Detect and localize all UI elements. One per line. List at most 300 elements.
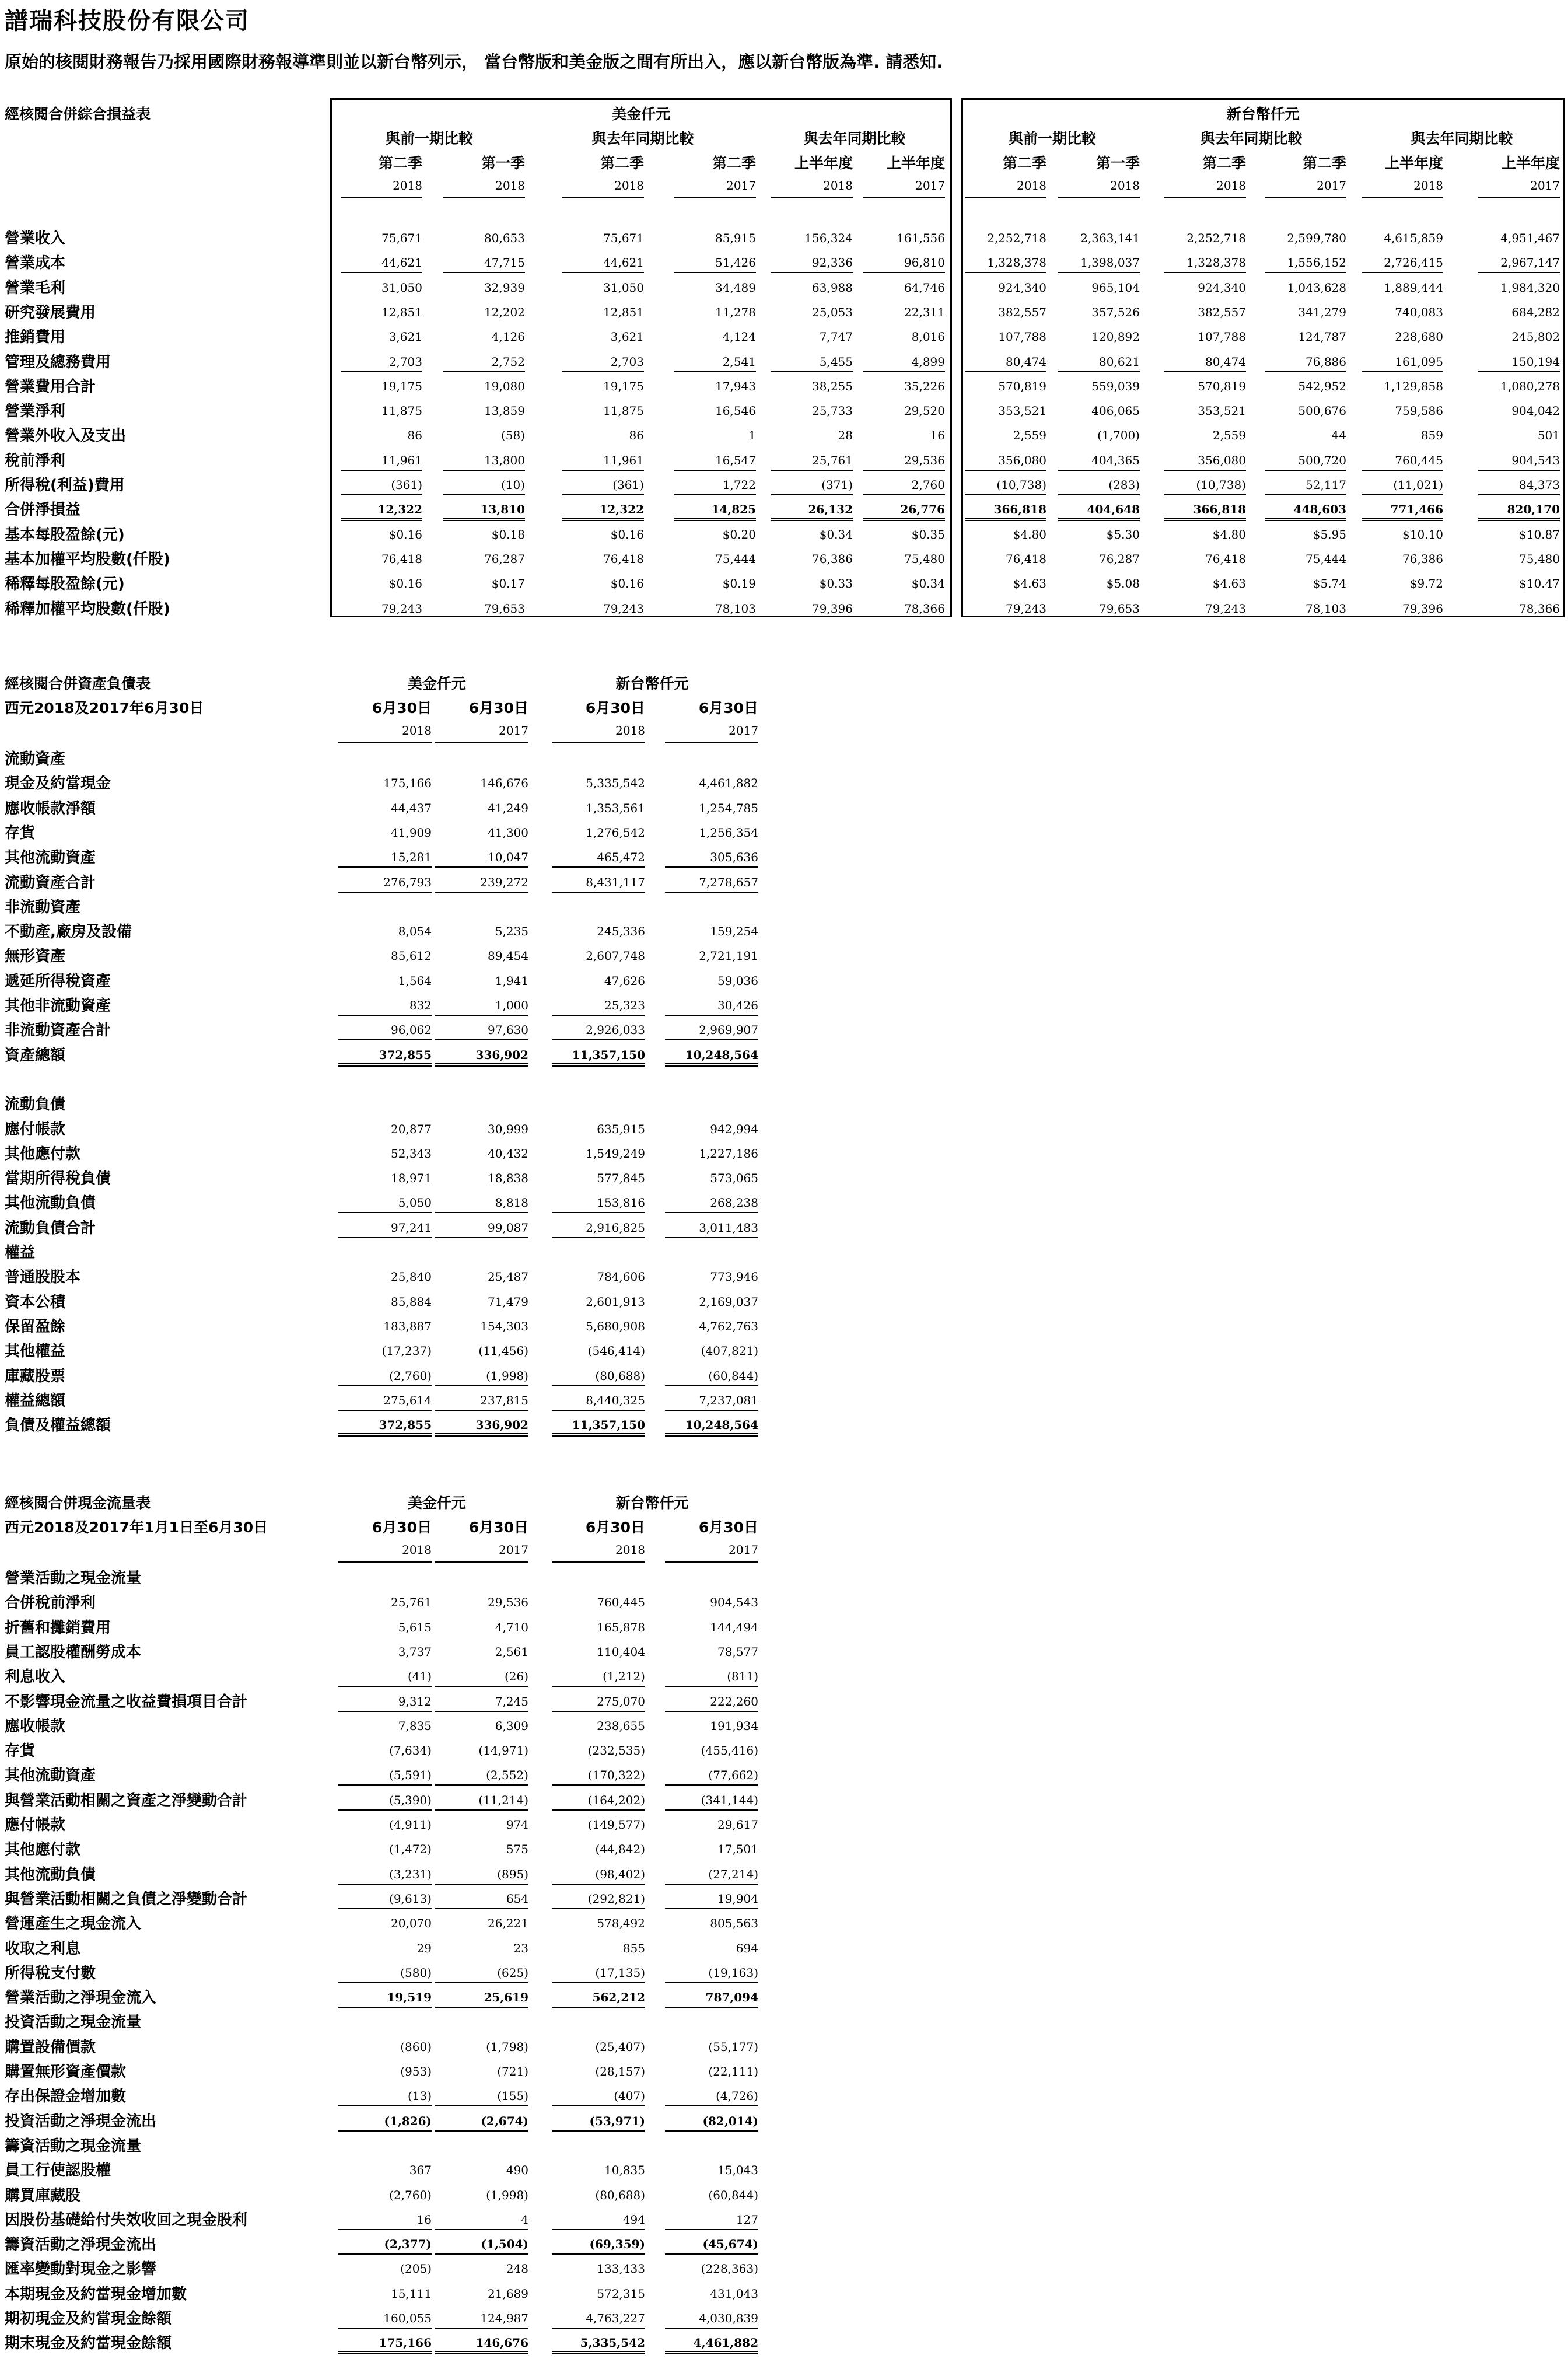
income-usd-cell: (371) (821, 478, 853, 492)
balance-cell: 372,855 (379, 1418, 432, 1432)
income-twd-cell: 2,252,718 (1186, 231, 1246, 245)
balance-cell: 942,994 (710, 1122, 758, 1136)
cashflow-cell: 25,761 (391, 1595, 432, 1609)
balance-cell: 784,606 (597, 1270, 645, 1284)
income-usd-period-header: 第二季 (600, 155, 644, 172)
cashflow-cell: (164,202) (587, 1793, 645, 1807)
income-twd-cell: 76,886 (1306, 355, 1346, 369)
cashflow-section-title: 經核閱合併現金流量表 (5, 1494, 151, 1511)
cashflow-cell: 5,335,542 (580, 2336, 645, 2350)
balance-cell: 773,946 (710, 1270, 758, 1284)
balance-subtotal-rule (552, 1212, 645, 1213)
cashflow-row-label: 與營業活動相關之資產之淨變動合計 (5, 1792, 248, 1809)
balance-underline (552, 742, 645, 743)
balance-cell: 18,838 (488, 1171, 528, 1185)
cashflow-cell: 15,043 (718, 2163, 758, 2177)
cashflow-row-label: 其他流動資產 (5, 1767, 96, 1784)
income-usd-cell: 4,126 (491, 330, 525, 344)
income-usd-cell: 76,418 (603, 552, 644, 566)
income-twd-cell: 366,818 (1193, 502, 1246, 516)
income-row (0, 274, 1568, 298)
balance-row (0, 1362, 817, 1386)
balance-subtotal-rule (552, 1039, 645, 1040)
balance-cell: 30,999 (488, 1122, 528, 1136)
income-twd-cell: 559,039 (1091, 379, 1140, 393)
balance-row-label: 普通股股本 (5, 1269, 81, 1286)
income-twd-cell: 2,726,415 (1384, 256, 1443, 270)
income-twd-cell: $5.08 (1106, 576, 1140, 590)
income-twd-cell: 570,819 (998, 379, 1046, 393)
income-row-label: 合併淨損益 (5, 501, 81, 519)
cashflow-underline (435, 1561, 528, 1563)
income-twd-cell: $10.47 (1519, 576, 1560, 590)
income-usd-cell: 34,489 (715, 281, 756, 295)
income-twd-cell: 406,065 (1091, 404, 1140, 418)
cashflow-row (0, 2304, 817, 2329)
balance-cell: 25,487 (488, 1270, 528, 1284)
income-usd-underline (341, 197, 422, 198)
income-twd-year: 2018 (1110, 179, 1140, 193)
income-usd-period-header: 第二季 (712, 155, 756, 172)
income-twd-cell: $10.10 (1402, 527, 1443, 541)
income-twd-cell: 2,252,718 (987, 231, 1046, 245)
balance-cell: 2,607,748 (586, 949, 645, 963)
balance-row-label: 非流動資產合計 (5, 1022, 111, 1039)
balance-subtotal-rule (435, 866, 528, 868)
cashflow-cell: (27,214) (708, 1867, 758, 1881)
balance-total-rule (338, 1433, 432, 1437)
balance-year: 2017 (729, 724, 758, 738)
balance-row-label: 現金及約當現金 (5, 775, 111, 792)
income-twd-cell: 2,599,780 (1287, 231, 1346, 245)
cashflow-row-label: 存出保證金增加數 (5, 2088, 127, 2105)
cashflow-row (0, 1909, 817, 1934)
income-usd-cell: 28 (838, 428, 853, 442)
income-twd-cell: 78,103 (1306, 602, 1346, 616)
income-twd-cell: 924,340 (998, 281, 1046, 295)
income-twd-cell: 356,080 (1198, 453, 1246, 467)
balance-cell: 159,254 (710, 924, 758, 938)
cashflow-cell: 654 (506, 1892, 528, 1906)
cashflow-subtotal-rule (552, 1784, 645, 1786)
balance-cell: 7,237,081 (699, 1393, 758, 1407)
cashflow-cell: 3,737 (398, 1645, 432, 1659)
balance-cell: (546,414) (587, 1344, 645, 1358)
income-usd-cell: 78,103 (715, 602, 756, 616)
balance-cell: 153,816 (597, 1196, 645, 1210)
income-row-label: 營業費用合計 (5, 378, 96, 396)
income-row-label: 基本每股盈餘(元) (5, 526, 125, 544)
balance-cell: 4,461,882 (699, 776, 758, 790)
income-usd-cell: 3,621 (610, 330, 644, 344)
cashflow-row-label: 應付帳款 (5, 1816, 66, 1834)
income-row-label: 管理及總務費用 (5, 354, 111, 371)
income-twd-underline (1478, 197, 1560, 198)
cashflow-cell: 805,563 (710, 1916, 758, 1930)
balance-cell: 2,916,825 (586, 1221, 645, 1235)
income-row-label: 營業外收入及支出 (5, 427, 127, 445)
cashflow-cell: 904,543 (710, 1595, 758, 1609)
cashflow-cell: 222,260 (710, 1694, 758, 1708)
balance-cell: 2,169,037 (699, 1295, 758, 1309)
cashflow-cell: 175,166 (379, 2336, 432, 2350)
cashflow-cell: (721) (497, 2064, 528, 2078)
income-usd-group-header: 與去年同期比較 (592, 130, 694, 147)
cashflow-cell: (60,844) (708, 2188, 758, 2202)
income-subtotal-rule (341, 272, 422, 273)
income-usd-cell: 12,851 (603, 305, 644, 319)
cashflow-cell: 248 (506, 2262, 528, 2276)
income-row (0, 471, 1568, 495)
balance-cell: 41,249 (488, 801, 528, 815)
cashflow-usd-currency: 美金仟元 (407, 1494, 466, 1511)
cashflow-cell: (28,157) (595, 2064, 645, 2078)
cashflow-row-label: 收取之利息 (5, 1940, 81, 1958)
cashflow-cell: 431,043 (710, 2287, 758, 2301)
cashflow-cell: (232,535) (587, 1743, 645, 1757)
income-twd-year: 2017 (1530, 179, 1560, 193)
income-twd-cell: 75,444 (1306, 552, 1346, 566)
income-row-label: 推銷費用 (5, 329, 66, 346)
cashflow-cell: 146,676 (475, 2336, 528, 2350)
income-twd-cell: 771,466 (1390, 502, 1443, 516)
income-twd-underline (1265, 197, 1346, 198)
cashflow-cell: 855 (622, 1941, 645, 1955)
balance-total-rule (552, 1433, 645, 1437)
cashflow-total-rule (552, 2351, 645, 2354)
income-twd-cell: 570,819 (1198, 379, 1246, 393)
cashflow-row (0, 1959, 817, 1983)
balance-cell: 2,721,191 (699, 949, 758, 963)
balance-cell: 1,256,354 (699, 826, 758, 840)
income-row (0, 595, 1568, 619)
cashflow-cell: (1,504) (481, 2237, 528, 2251)
balance-cell: (11,456) (478, 1344, 528, 1358)
balance-cell: 11,357,150 (572, 1418, 645, 1432)
balance-row (0, 1312, 817, 1337)
balance-row (0, 1411, 817, 1435)
balance-section-title: 經核閱合併資產負債表 (5, 675, 151, 692)
cashflow-row (0, 2156, 817, 2181)
income-usd-cell: $0.16 (610, 576, 644, 590)
cashflow-cell: 25,619 (484, 1990, 528, 2004)
income-usd-cell: 75,671 (603, 231, 644, 245)
balance-cell: 577,845 (597, 1171, 645, 1185)
balance-cell: 573,065 (710, 1171, 758, 1185)
balance-cell: 11,357,150 (572, 1048, 645, 1062)
income-usd-cell: 14,825 (711, 502, 756, 516)
income-twd-cell: $5.30 (1106, 527, 1140, 541)
income-twd-cell: 904,543 (1511, 453, 1560, 467)
cashflow-row (0, 1662, 817, 1687)
cashflow-cell: 19,519 (387, 1990, 432, 2004)
cashflow-cell: 7,245 (495, 1694, 528, 1708)
balance-cell: 44,437 (391, 801, 432, 815)
balance-row-label: 應付帳款 (5, 1121, 66, 1138)
balance-cell: 15,281 (391, 850, 432, 864)
balance-cell: 7,278,657 (699, 875, 758, 889)
income-twd-cell: (11,021) (1393, 478, 1443, 492)
income-twd-cell: 904,042 (1511, 404, 1560, 418)
cashflow-row-label: 其他流動負債 (5, 1866, 96, 1884)
cashflow-cell: (580) (400, 1966, 432, 1980)
income-usd-cell: 31,050 (603, 281, 644, 295)
cashflow-twd-currency: 新台幣仟元 (615, 1494, 689, 1511)
balance-row (0, 893, 817, 917)
balance-cell: 10,248,564 (685, 1048, 758, 1062)
cashflow-cell: (5,390) (389, 1793, 432, 1807)
cashflow-cell: (2,552) (486, 1768, 528, 1782)
cashflow-cell: (45,674) (702, 2237, 758, 2251)
income-usd-period-header: 第二季 (378, 155, 422, 172)
income-row (0, 495, 1568, 520)
balance-cell: 2,601,913 (586, 1295, 645, 1309)
income-usd-cell: 75,480 (904, 552, 945, 566)
income-row-label: 營業收入 (5, 230, 66, 247)
income-usd-cell: $0.35 (911, 527, 945, 541)
income-row (0, 348, 1568, 372)
income-usd-cell: 12,851 (382, 305, 422, 319)
cashflow-cell: 4,461,882 (693, 2336, 758, 2350)
income-usd-cell: 2,752 (491, 355, 525, 369)
cashflow-date-header: 6月30日 (468, 1519, 528, 1536)
balance-row-label: 保留盈餘 (5, 1318, 66, 1336)
income-twd-cell: $4.63 (1013, 576, 1046, 590)
balance-date-header: 6月30日 (372, 700, 432, 717)
income-twd-cell: 1,080,278 (1500, 379, 1560, 393)
cashflow-cell: (407) (614, 2089, 645, 2103)
cashflow-cell: 490 (506, 2163, 528, 2177)
cashflow-cell: 26,221 (488, 1916, 528, 1930)
balance-cell: 1,353,561 (586, 801, 645, 815)
income-twd-cell: 124,787 (1298, 330, 1346, 344)
balance-row (0, 1214, 817, 1238)
balance-cell: 268,238 (710, 1196, 758, 1210)
income-row-label: 稀釋加權平均股數(仟股) (5, 600, 170, 618)
income-twd-cell: 356,080 (998, 453, 1046, 467)
balance-date-header: 6月30日 (585, 700, 645, 717)
cashflow-row-label: 營業活動之淨現金流入 (5, 1989, 157, 2007)
income-twd-period-header: 第二季 (1002, 155, 1046, 172)
balance-row (0, 991, 817, 1016)
cashflow-row-label: 籌資活動之淨現金流出 (5, 2236, 157, 2253)
balance-cell: 4,762,763 (699, 1319, 758, 1333)
cashflow-cell: (41) (407, 1669, 432, 1683)
balance-twd-currency: 新台幣仟元 (615, 675, 689, 692)
balance-row-label: 資本公積 (5, 1294, 66, 1311)
income-twd-period-header: 上半年度 (1501, 155, 1560, 172)
income-usd-cell: 7,747 (819, 330, 853, 344)
income-twd-currency: 新台幣仟元 (1226, 106, 1300, 123)
income-usd-period-header: 上半年度 (886, 155, 945, 172)
income-usd-cell: 76,287 (484, 552, 525, 566)
income-usd-cell: 64,746 (904, 281, 945, 295)
income-usd-cell: (361) (612, 478, 644, 492)
cashflow-cell: 5,615 (398, 1620, 432, 1634)
cashflow-cell: (77,662) (708, 1768, 758, 1782)
balance-cell: 146,676 (480, 776, 528, 790)
income-usd-cell: 19,175 (382, 379, 422, 393)
income-twd-cell: 1,398,037 (1080, 256, 1140, 270)
income-usd-year: 2017 (915, 179, 945, 193)
income-twd-underline (1164, 197, 1246, 198)
cashflow-cell: 165,878 (597, 1620, 645, 1634)
cashflow-cell: (17,135) (595, 1966, 645, 1980)
income-twd-cell: 1,556,152 (1287, 256, 1346, 270)
balance-cell: 10,248,564 (685, 1418, 758, 1432)
balance-row-label: 其他權益 (5, 1343, 66, 1360)
income-usd-cell: 38,255 (812, 379, 853, 393)
balance-row (0, 1090, 817, 1114)
income-usd-cell: 44,621 (603, 256, 644, 270)
balance-cell: 305,636 (710, 850, 758, 864)
income-twd-cell: 357,526 (1091, 305, 1140, 319)
balance-total-rule (665, 1433, 758, 1437)
balance-year: 2018 (615, 724, 645, 738)
income-twd-cell: 820,170 (1507, 502, 1560, 516)
income-usd-cell: 25,761 (812, 453, 853, 467)
cashflow-cell: 29 (416, 1941, 432, 1955)
income-row (0, 224, 1568, 249)
balance-row-label: 流動資產合計 (5, 874, 96, 892)
income-usd-year: 2018 (823, 179, 853, 193)
cashflow-cell: (625) (497, 1966, 528, 1980)
balance-cell: 85,612 (391, 949, 432, 963)
cashflow-subtotal-rule (665, 2105, 758, 2106)
income-twd-period-header: 第一季 (1096, 155, 1140, 172)
balance-row-label: 存貨 (5, 824, 36, 842)
balance-row (0, 745, 817, 769)
income-subtotal-rule (1478, 272, 1560, 273)
cashflow-date-header: 6月30日 (585, 1519, 645, 1536)
balance-cell: 1,254,785 (699, 801, 758, 815)
cashflow-cell: (3,231) (389, 1867, 432, 1881)
balance-subtotal-rule (665, 866, 758, 868)
cashflow-cell: (953) (400, 2064, 432, 2078)
balance-subtotal-rule (665, 1212, 758, 1213)
balance-cell: 97,241 (391, 1221, 432, 1235)
income-row (0, 520, 1568, 545)
cashflow-row (0, 1613, 817, 1638)
income-twd-year: 2018 (1216, 179, 1246, 193)
balance-cell: 2,926,033 (586, 1023, 645, 1037)
balance-cell: 52,343 (391, 1147, 432, 1161)
income-twd-cell: 542,952 (1298, 379, 1346, 393)
income-usd-cell: 86 (629, 428, 644, 442)
income-subtotal-rule (443, 272, 525, 273)
balance-cell: 18,971 (391, 1171, 432, 1185)
income-usd-currency: 美金仟元 (611, 106, 670, 123)
income-usd-year: 2018 (495, 179, 525, 193)
income-twd-cell: 79,243 (1006, 602, 1046, 616)
cashflow-cell: 15,111 (391, 2287, 432, 2301)
income-twd-cell: 859 (1420, 428, 1443, 442)
income-row-label: 營業成本 (5, 254, 66, 272)
cashflow-cell: 4,710 (495, 1620, 528, 1634)
income-twd-period-header: 上半年度 (1384, 155, 1443, 172)
income-usd-cell: 79,243 (603, 602, 644, 616)
income-twd-cell: 52,117 (1306, 478, 1346, 492)
income-usd-cell: $0.20 (722, 527, 756, 541)
cashflow-cell: 6,309 (495, 1719, 528, 1733)
income-usd-period-header: 第一季 (481, 155, 525, 172)
income-twd-group-header: 與去年同期比較 (1410, 130, 1513, 147)
income-usd-cell: 44,621 (382, 256, 422, 270)
income-usd-cell: 85,915 (715, 231, 756, 245)
income-usd-cell: 4,899 (911, 355, 945, 369)
income-twd-cell: $5.74 (1312, 576, 1346, 590)
income-usd-cell: $0.18 (491, 527, 525, 541)
balance-cell: (17,237) (382, 1344, 432, 1358)
balance-cell: (1,998) (486, 1369, 528, 1383)
income-row-label: 基本加權平均股數(仟股) (5, 551, 170, 568)
income-twd-cell: 366,818 (993, 502, 1046, 516)
cashflow-row-label: 投資活動之淨現金流出 (5, 2113, 157, 2130)
income-twd-cell: $10.87 (1519, 527, 1560, 541)
cashflow-cell: 20,070 (391, 1916, 432, 1930)
balance-row-label: 其他流動資產 (5, 849, 96, 866)
cashflow-subtotal-rule (552, 2105, 645, 2106)
cashflow-row-label: 存貨 (5, 1742, 36, 1760)
income-subtotal-rule (771, 272, 853, 273)
cashflow-underline (338, 1561, 432, 1563)
income-usd-cell: 11,875 (603, 404, 644, 418)
cashflow-cell: (1,998) (486, 2188, 528, 2202)
income-subtotal-rule (1058, 272, 1140, 273)
income-usd-cell: 3,621 (388, 330, 422, 344)
cashflow-cell: (55,177) (708, 2040, 758, 2054)
income-twd-cell: 76,386 (1402, 552, 1443, 566)
cashflow-year: 2017 (499, 1543, 528, 1557)
balance-row (0, 769, 817, 794)
cashflow-subtotal-rule (338, 1686, 432, 1687)
cashflow-row (0, 2008, 817, 2032)
balance-cell: (2,760) (389, 1369, 432, 1383)
cashflow-cell: 694 (736, 1941, 758, 1955)
balance-cell: 2,969,907 (699, 1023, 758, 1037)
income-twd-cell: 78,366 (1519, 602, 1560, 616)
income-usd-cell: 47,715 (484, 256, 525, 270)
balance-cell: 372,855 (379, 1048, 432, 1062)
balance-subtotal-rule (435, 1039, 528, 1040)
income-subtotal-rule (674, 272, 756, 273)
cashflow-row-label: 匯率變動對現金之影響 (5, 2260, 157, 2278)
cashflow-row-label: 因股份基礎給付失效收回之現金股利 (5, 2211, 248, 2229)
balance-row-label: 流動負債 (5, 1096, 66, 1113)
income-twd-period-header: 第二季 (1202, 155, 1246, 172)
income-usd-cell: 11,278 (715, 305, 756, 319)
cashflow-cell: (811) (727, 1669, 758, 1683)
income-twd-cell: 1,328,378 (1186, 256, 1246, 270)
income-usd-cell: 12,322 (377, 502, 422, 516)
balance-cell: 5,050 (398, 1196, 432, 1210)
income-usd-cell: 51,426 (715, 256, 756, 270)
income-usd-cell: 19,080 (484, 379, 525, 393)
balance-cell: 20,877 (391, 1122, 432, 1136)
balance-row (0, 868, 817, 893)
cashflow-row-label: 購置設備價款 (5, 2039, 96, 2056)
balance-cell: 154,303 (480, 1319, 528, 1333)
cashflow-cell: (98,402) (595, 1867, 645, 1881)
cashflow-cell: (455,416) (701, 1743, 758, 1757)
income-twd-cell: 4,951,467 (1500, 231, 1560, 245)
income-usd-cell: 156,324 (804, 231, 853, 245)
cashflow-subtotal-rule (338, 1784, 432, 1786)
income-usd-cell: 79,396 (812, 602, 853, 616)
balance-cell: 25,840 (391, 1270, 432, 1284)
cashflow-cell: (149,577) (587, 1818, 645, 1832)
cashflow-cell: (4,726) (716, 2089, 758, 2103)
